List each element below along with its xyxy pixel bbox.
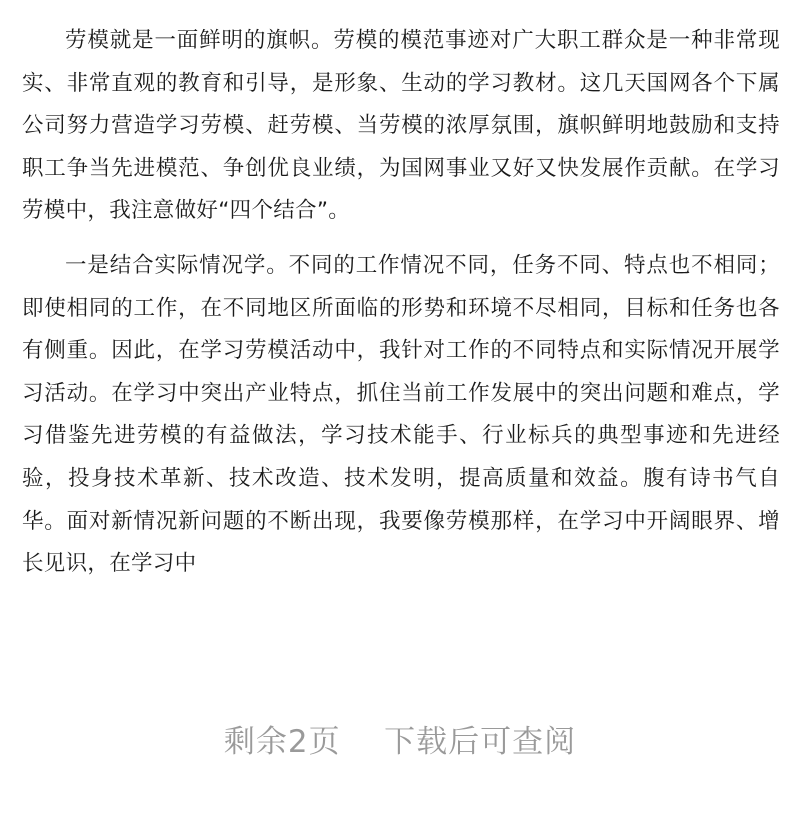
remaining-pages-notice[interactable] — [0, 716, 800, 761]
paragraph-point-one: 一是结合实际情况学。不同的工作情况不同，任务不同、特点也不相同；即使相同的工作，在不同地区所面临的形势和环境不尽相同，目标和任务也各有侧重。因此，在学习劳模活动中，我针对工作的不同特点和实际情况开展学习活动。在学习中突出产业特点，抓住当前工作发展中的突出问题和难点，学习借鉴先进劳模的有益做法，学习技术能手、行业标兵的典型事迹和先进经验，投身技术革新、技术改造、技术发明，提高质量和效益。腹有诗书气自华。面对新情况新问题的不断出现，我要像劳模那样，在学习中开阔眼界、增长见识，在学习中 — [22, 252, 780, 577]
download-to-view-label: 下载后可查阅 — [384, 724, 577, 760]
remaining-pages-label: 剩余2页 — [223, 724, 341, 760]
document-body — [22, 20, 780, 598]
paragraph-intro: 劳模就是一面鲜明的旗帜。劳模的模范事迹对广大职工群众是一种非常现实、非常直观的教育和引导，是形象、生动的学习教材。这几天国网各个下属公司努力营造学习劳模、赶劳模、当劳模的浓厚氛围，旗帜鲜明地鼓励和支持职工争当先进模范、争创优良业绩，为国网事业又好又快发展作贡献。在学习劳模中，我注意做好“四个结合”。 — [22, 28, 780, 224]
